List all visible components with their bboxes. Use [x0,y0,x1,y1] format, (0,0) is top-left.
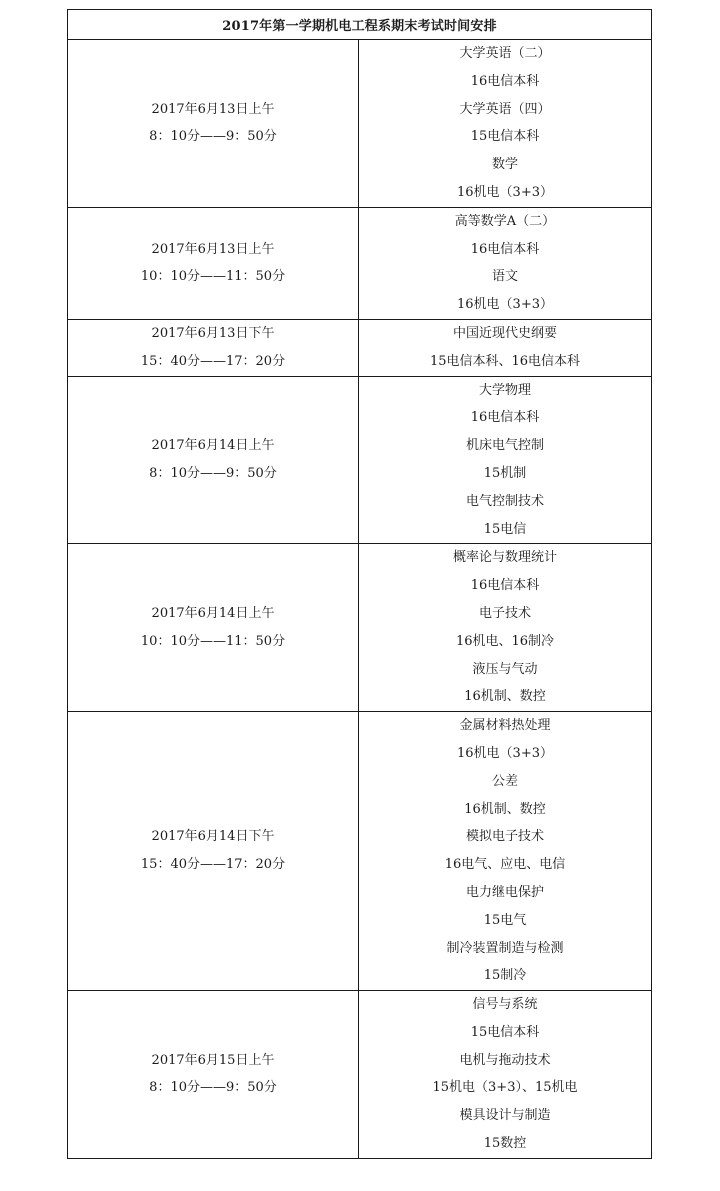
exam-subject: 高等数学A（二） [454,213,556,229]
exam-time-range: 8：10分——9：50分 [149,129,277,145]
exam-subject: 信号与系统 [472,997,538,1013]
exam-subject: 中国近现代史纲要 [452,325,557,341]
exam-classes: 15电气 [483,912,527,928]
exam-date: 2017年6月14日下午 [151,829,275,845]
exam-time-cell [68,376,359,544]
exam-subjects-cell [359,544,652,712]
exam-classes: 16机电、16制冷 [455,633,555,649]
exam-time-range: 8：10分——9：50分 [149,465,277,481]
table-row [68,712,652,991]
exam-classes: 16机电（3+3） [457,184,553,200]
exam-classes: 15电信本科 [470,129,540,145]
exam-classes: 16机电（3+3） [457,745,553,761]
exam-time-cell [68,319,359,376]
exam-classes: 15电信本科 [470,1024,540,1040]
exam-subject: 电力继电保护 [465,884,544,900]
exam-date: 2017年6月13日上午 [151,101,275,117]
exam-subject: 公差 [491,773,518,789]
exam-subject: 大学英语（四） [459,101,551,117]
exam-classes: 16电信本科 [470,410,540,426]
exam-subjects-cell [359,207,652,319]
exam-subject: 概率论与数理统计 [452,550,557,566]
exam-subjects-cell [359,712,652,991]
exam-classes: 16电气、应电、电信 [444,857,566,873]
exam-time-range: 15：40分——17：20分 [140,857,286,873]
exam-subject: 模具设计与制造 [459,1108,551,1124]
exam-classes: 15机制 [483,465,527,481]
exam-time-range: 10：10分——11：50分 [140,269,286,285]
exam-time-range: 15：40分——17：20分 [140,353,286,369]
exam-date: 2017年6月14日上午 [151,605,275,621]
exam-subject: 大学物理 [478,382,531,398]
exam-subjects-cell [359,40,652,208]
table-header-row [68,10,652,40]
exam-subject: 语文 [491,269,518,285]
table-row [68,376,652,544]
exam-time-range: 8：10分——9：50分 [149,1080,277,1096]
exam-subjects-cell [359,376,652,544]
exam-classes: 16机制、数控 [464,689,546,705]
exam-subject: 模拟电子技术 [465,829,544,845]
exam-classes: 16电信本科 [470,578,540,594]
exam-subject: 数学 [491,157,518,173]
exam-subject: 液压与气动 [472,661,538,677]
exam-time-cell [68,207,359,319]
exam-classes: 15电信本科、16电信本科 [429,353,581,369]
exam-subject: 电机与拖动技术 [459,1052,551,1068]
exam-schedule-table [67,9,652,1159]
exam-classes: 15机电（3+3）、15机电 [432,1080,578,1096]
table-row [68,207,652,319]
exam-classes: 16电信本科 [470,241,540,257]
exam-date: 2017年6月14日上午 [151,438,275,454]
exam-classes: 15电信 [483,521,527,537]
exam-date: 2017年6月13日上午 [151,241,275,257]
exam-time-range: 10：10分——11：50分 [140,633,286,649]
exam-subject: 大学英语（二） [459,46,551,61]
exam-classes: 16机电（3+3） [457,297,553,313]
schedule-body [68,40,652,1159]
exam-subject: 金属材料热处理 [459,718,551,734]
exam-classes: 16电信本科 [470,73,540,89]
exam-date: 2017年6月15日上午 [151,1052,275,1068]
exam-classes: 16机制、数控 [464,801,546,817]
table-row [68,544,652,712]
exam-subject: 电气控制技术 [465,493,544,509]
exam-subjects-cell [359,991,652,1159]
exam-date: 2017年6月13日下午 [151,325,275,341]
table-row [68,40,652,208]
exam-classes: 15制冷 [483,968,527,984]
schedule-title: 2017年第一学期机电工程系期末考试时间安排 [68,10,652,40]
exam-subject: 制冷装置制造与检测 [446,940,564,956]
exam-subject: 机床电气控制 [465,438,544,454]
table-row [68,319,652,376]
exam-time-cell [68,991,359,1159]
table-row [68,991,652,1159]
exam-time-cell [68,40,359,208]
exam-time-cell [68,712,359,991]
exam-subjects-cell [359,319,652,376]
exam-time-cell [68,544,359,712]
exam-subject: 电子技术 [478,605,531,621]
exam-classes: 15数控 [483,1136,527,1152]
